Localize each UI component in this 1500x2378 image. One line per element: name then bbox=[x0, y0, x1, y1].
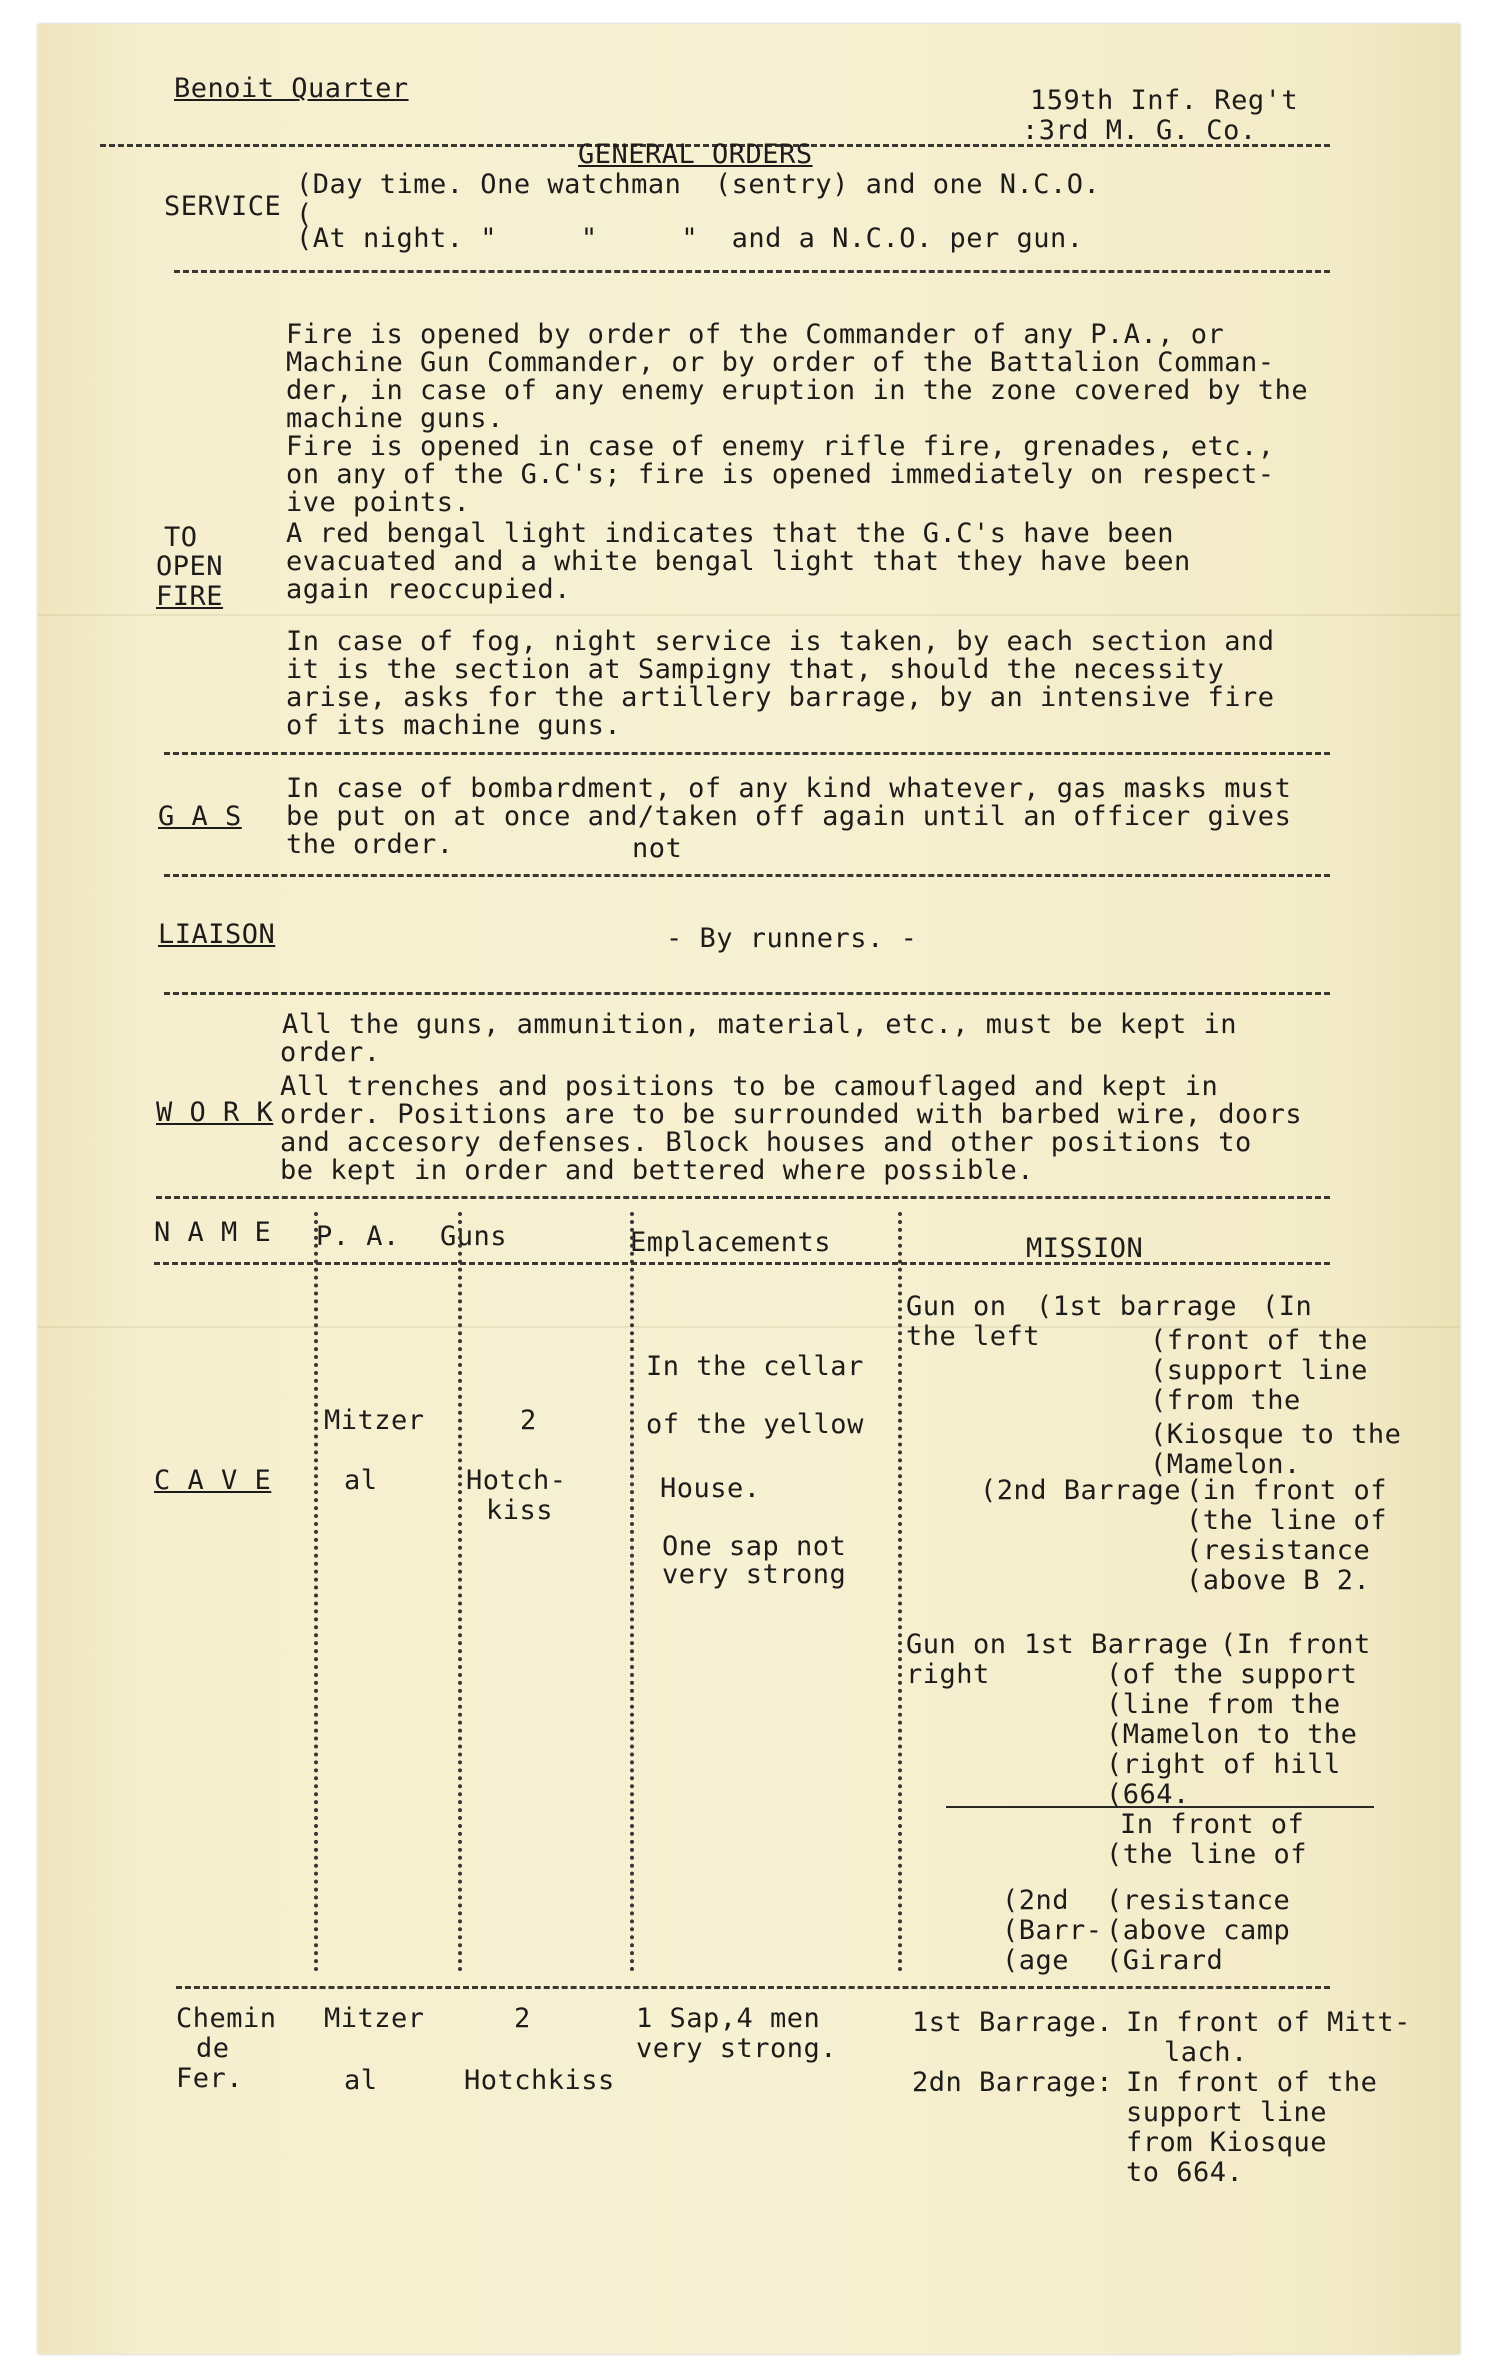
open-fire-line: arise, asks for the artillery barrage, by an intensive fire bbox=[286, 682, 1275, 713]
chemin-emplacement: 1 Sap,4 men bbox=[636, 2003, 821, 2034]
chemin-second: support line bbox=[1126, 2097, 1328, 2128]
work-line: order. Positions are to be surrounded with barbed wire, doors bbox=[280, 1099, 1303, 1130]
cave-emplacement: of the yellow bbox=[646, 1409, 864, 1440]
gas-line: In case of bombardment, of any kind whatever, gas masks must bbox=[286, 773, 1292, 804]
chemin-first: lach. bbox=[1164, 2037, 1248, 2068]
cave-second-barrage: (above B 2. bbox=[1186, 1565, 1371, 1596]
cave-right-first: (664. bbox=[1106, 1779, 1190, 1810]
service-night: (At night. " " " and a N.C.O. per gun. bbox=[296, 223, 1084, 254]
open-fire-line: of its machine guns. bbox=[286, 710, 622, 741]
divider bbox=[174, 270, 1330, 273]
cave-first-barrage: (In bbox=[1262, 1291, 1313, 1322]
open-fire-line: der, in case of any enemy eruption in the zone covered by the bbox=[286, 375, 1309, 406]
column-separator bbox=[314, 1212, 318, 1972]
cave-gun-right: right bbox=[906, 1659, 990, 1690]
column-separator bbox=[898, 1212, 902, 1972]
chemin-guns: 2 bbox=[514, 2003, 531, 2034]
gas-insert: not bbox=[632, 833, 683, 864]
chemin-pa: al bbox=[344, 2065, 378, 2096]
divider bbox=[164, 874, 1330, 877]
table-header-guns: Guns bbox=[440, 1221, 508, 1252]
table-header-name: N A M E bbox=[154, 1217, 272, 1248]
open-fire-line: machine guns. bbox=[286, 403, 504, 434]
cave-right-first: (In front bbox=[1220, 1629, 1371, 1660]
cave-right-second: (above camp bbox=[1106, 1915, 1291, 1946]
cave-emplacement: In the cellar bbox=[646, 1351, 864, 1382]
cave-right-second-label: (Barr- bbox=[1002, 1915, 1103, 1946]
open-fire-label-line2: OPEN bbox=[156, 551, 224, 582]
open-fire-line: ive points. bbox=[286, 487, 471, 518]
column-separator bbox=[630, 1212, 634, 1972]
cave-right-second: (resistance bbox=[1106, 1885, 1291, 1916]
cave-first-barrage-label: (1st barrage bbox=[1036, 1291, 1238, 1322]
liaison-label: LIAISON bbox=[158, 919, 276, 950]
cave-right-first: (Mamelon to the bbox=[1106, 1719, 1358, 1750]
open-fire-line: it is the section at Sampigny that, should the necessity bbox=[286, 654, 1225, 685]
open-fire-line: In case of fog, night service is taken, by each section and bbox=[286, 626, 1275, 657]
cave-first-barrage: (Kiosque to the bbox=[1150, 1419, 1402, 1450]
cave-second-barrage: (resistance bbox=[1186, 1535, 1371, 1566]
cave-name: C A V E bbox=[154, 1465, 272, 1496]
cave-emplacement: One sap not bbox=[662, 1531, 847, 1562]
cave-pa: al bbox=[344, 1465, 378, 1496]
cave-guns: Hotch- bbox=[466, 1465, 567, 1496]
open-fire-label-line3: FIRE bbox=[156, 581, 224, 612]
divider bbox=[176, 1986, 1330, 1989]
chemin-first: In front of Mitt- bbox=[1126, 2007, 1411, 2038]
table-header-mission: MISSION bbox=[1026, 1233, 1144, 1264]
divider bbox=[154, 1262, 1330, 1265]
open-fire-line: on any of the G.C's; fire is opened immediately on respect- bbox=[286, 459, 1275, 490]
open-fire-line: Fire is opened in case of enemy rifle fire, grenades, etc., bbox=[286, 431, 1275, 462]
open-fire-line: again reoccupied. bbox=[286, 574, 571, 605]
cave-right-first-label: 1st Barrage bbox=[1024, 1629, 1209, 1660]
regiment-heading: 159th Inf. Reg't bbox=[1030, 85, 1299, 116]
cave-first-barrage: (from the bbox=[1150, 1385, 1301, 1416]
divider bbox=[164, 752, 1330, 755]
chemin-name: Chemin bbox=[176, 2003, 277, 2034]
service-bracket: ( bbox=[296, 199, 313, 230]
service-label: SERVICE bbox=[164, 191, 282, 222]
divider bbox=[164, 992, 1330, 995]
cave-right-second: (the line of bbox=[1106, 1839, 1308, 1870]
cave-first-barrage: (Mamelon. bbox=[1150, 1449, 1301, 1480]
column-separator bbox=[458, 1212, 462, 1972]
work-line: order. bbox=[280, 1037, 381, 1068]
cave-gun-left: Gun on bbox=[906, 1291, 1007, 1322]
gas-line: be put on at once and/taken off again until an officer gives bbox=[286, 801, 1292, 832]
table-header-emplacements: Emplacements bbox=[630, 1227, 832, 1258]
work-line: All trenches and positions to be camouflaged and kept in bbox=[280, 1071, 1219, 1102]
cave-right-first: (line from the bbox=[1106, 1689, 1341, 1720]
gas-label: G A S bbox=[158, 801, 242, 832]
work-line: and accesory defenses. Block houses and other positions to bbox=[280, 1127, 1252, 1158]
work-label: W O R K bbox=[156, 1097, 274, 1128]
open-fire-line: Fire is opened by order of the Commander of any P.A., or bbox=[286, 319, 1225, 350]
cave-emplacement: very strong bbox=[662, 1559, 847, 1590]
chemin-second: from Kiosque bbox=[1126, 2127, 1328, 2158]
table-header-pa: P. A. bbox=[316, 1221, 400, 1252]
cave-gun-left: the left bbox=[906, 1321, 1041, 1352]
liaison-text: - By runners. - bbox=[666, 923, 918, 954]
open-fire-label-line1: TO bbox=[164, 522, 198, 553]
cave-second-barrage-label: (2nd Barrage bbox=[980, 1475, 1182, 1506]
cave-guns: kiss bbox=[486, 1495, 554, 1526]
open-fire-line: A red bengal light indicates that the G.C's have been bbox=[286, 518, 1175, 549]
open-fire-line: evacuated and a white bengal light that they have been bbox=[286, 546, 1191, 577]
chemin-pa: Mitzer bbox=[324, 2003, 425, 2034]
open-fire-line: Machine Gun Commander, or by order of the Battalion Comman- bbox=[286, 347, 1275, 378]
chemin-second-label: 2dn Barrage: bbox=[912, 2067, 1114, 2098]
work-line: All the guns, ammunition, material, etc., must be kept in bbox=[282, 1009, 1238, 1040]
cave-right-second-label: (age bbox=[1002, 1945, 1070, 1976]
company-heading: :3rd M. G. Co. bbox=[1022, 115, 1257, 146]
work-line: be kept in order and bettered where possible. bbox=[280, 1155, 1034, 1186]
barrage-divider bbox=[946, 1806, 1374, 1808]
cave-right-second: (Girard bbox=[1106, 1945, 1224, 1976]
cave-gun-right: Gun on bbox=[906, 1629, 1007, 1660]
chemin-first-label: 1st Barrage. bbox=[912, 2007, 1114, 2038]
cave-right-second-label: (2nd bbox=[1002, 1885, 1070, 1916]
cave-second-barrage: (the line of bbox=[1186, 1505, 1388, 1536]
document-title: GENERAL ORDERS bbox=[578, 139, 813, 170]
cave-right-first: (right of hill bbox=[1106, 1749, 1341, 1780]
cave-first-barrage: (support line bbox=[1150, 1355, 1368, 1386]
gas-line: the order. bbox=[286, 829, 454, 860]
cave-pa: Mitzer bbox=[324, 1405, 425, 1436]
chemin-emplacement: very strong. bbox=[636, 2033, 838, 2064]
chemin-name: de bbox=[196, 2033, 230, 2064]
chemin-name: Fer. bbox=[176, 2063, 244, 2094]
cave-second-barrage: (in front of bbox=[1186, 1475, 1388, 1506]
cave-right-second: In front of bbox=[1120, 1809, 1305, 1840]
cave-first-barrage: (front of the bbox=[1150, 1325, 1368, 1356]
chemin-second: In front of the bbox=[1126, 2067, 1378, 2098]
chemin-guns: Hotchkiss bbox=[464, 2065, 615, 2096]
chemin-second: to 664. bbox=[1126, 2157, 1244, 2188]
paper-fold bbox=[38, 614, 1460, 616]
service-day: (Day time. One watchman (sentry) and one N.C.O. bbox=[296, 169, 1101, 200]
cave-emplacement: House. bbox=[660, 1473, 761, 1504]
cave-right-first: (of the support bbox=[1106, 1659, 1358, 1690]
unit-heading: Benoit Quarter bbox=[174, 73, 409, 104]
divider bbox=[156, 1196, 1330, 1199]
cave-guns: 2 bbox=[520, 1405, 537, 1436]
